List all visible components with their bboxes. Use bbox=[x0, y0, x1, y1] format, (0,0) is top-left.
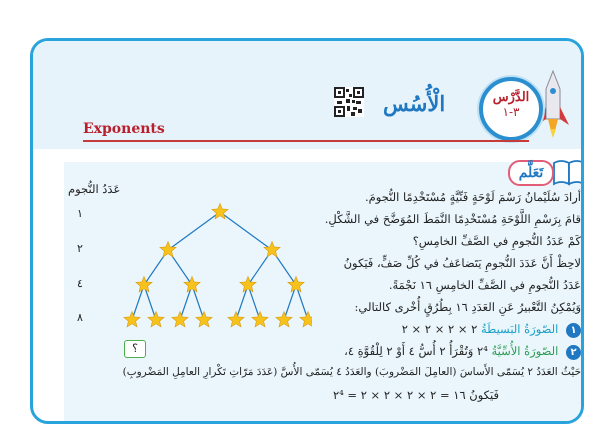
way-2-power: ٢⁴ bbox=[477, 344, 488, 358]
star-icon bbox=[264, 242, 280, 257]
star-icon bbox=[196, 312, 212, 327]
star-icon bbox=[276, 312, 292, 327]
text-line-3: كَمْ عَدَدُ النُّجومِ في الصَّفِّ الخامِسِ؟ bbox=[412, 234, 581, 248]
learn-section bbox=[64, 162, 584, 422]
text-line-1: أرادَ سُلَيْمانُ رَسْمَ لَوْحَةٍ فَنِّيَّةٍ مُسْتَخْدِمًا النُّجومَ. bbox=[365, 190, 581, 204]
row-count-1: ١ bbox=[77, 207, 83, 220]
lesson-header bbox=[33, 41, 581, 149]
book-icon bbox=[552, 158, 584, 186]
row-count-2: ٢ bbox=[77, 242, 83, 255]
lesson-label: الدَّرْس bbox=[492, 90, 530, 105]
text-line-5: عَدَدُ النُّجومِ في الصَّفِّ الخامِسِ ١٦ نَجْمَةً. bbox=[388, 278, 581, 292]
learn-tag: تَعَلَّم bbox=[508, 160, 554, 186]
lesson-card bbox=[30, 38, 584, 424]
way-1-line bbox=[402, 322, 581, 338]
star-tree-diagram bbox=[122, 198, 312, 348]
star-icon bbox=[148, 312, 164, 327]
lesson-number: ٣-١ bbox=[502, 105, 520, 119]
star-icon bbox=[228, 312, 244, 327]
way-1-number: ١ bbox=[566, 323, 581, 338]
result-line: فَيَكونُ ١٦ = ٢ × ٢ × ٢ × ٢ = ٢⁴ bbox=[332, 388, 499, 402]
way-1-label: الصّورَةُ البَسيطَةُ bbox=[480, 322, 559, 336]
star-icon bbox=[240, 277, 256, 292]
row-count-3: ٤ bbox=[77, 277, 83, 290]
text-line-4: لاحِظْ أَنَّ عَدَدَ النُّجومِ يَتَضاعَفُ في كُلِّ صَفٍّ، فَيَكونُ bbox=[343, 256, 581, 270]
lesson-number-badge bbox=[479, 77, 543, 141]
star-icon bbox=[172, 312, 188, 327]
star-icon bbox=[184, 277, 200, 292]
way-2-reading: وَتُقْرَأُ ٢ أُسُّ ٤ أَوْ ٢ لِلْقُوَّةِ ٤، bbox=[344, 344, 474, 358]
row-count-4: ٨ bbox=[77, 311, 83, 324]
star-icon bbox=[136, 277, 152, 292]
stars-column-label: عَدَدُ النُّجوم bbox=[68, 182, 121, 196]
qr-code-icon[interactable] bbox=[334, 87, 364, 117]
way-2-line bbox=[344, 344, 581, 360]
title-divider bbox=[83, 140, 529, 142]
way-2-label: الصّورَةُ الأُسِّيَّةُ bbox=[491, 344, 559, 358]
star-icon bbox=[288, 277, 304, 292]
unknown-count-box: ؟ bbox=[124, 340, 146, 358]
explanation-line: حَيْثُ العَدَدُ ٢ يُسَمّى الأَساسَ (العامِلَ المَضْروبَ) والعَدَدُ ٤ يُسَمّى الأُسَّ (عَدَدَ مَرّاتِ تَكْرارِ العامِلِ المَضْروبِ) bbox=[122, 366, 581, 378]
star-icon bbox=[124, 312, 140, 327]
text-line-6: وَيُمْكِنُ التَّعْبيرُ عَنِ العَدَدِ ١٦ بِطُرُقٍ أُخْرى كالتالي: bbox=[354, 300, 581, 314]
star-icon bbox=[252, 312, 268, 327]
arabic-title: الْأُسُس bbox=[383, 91, 446, 116]
english-title: Exponents bbox=[83, 121, 165, 137]
text-line-2: قامَ بِرَسْمِ اللَّوْحَةِ مُسْتَخْدِمًا النَّمَطَ المُوَضَّحَ في الشَّكْلِ. bbox=[324, 212, 581, 226]
way-2-number: ٢ bbox=[566, 345, 581, 360]
star-icon bbox=[160, 242, 176, 257]
way-1-expression: ٢ × ٢ × ٢ × ٢ bbox=[401, 322, 478, 336]
